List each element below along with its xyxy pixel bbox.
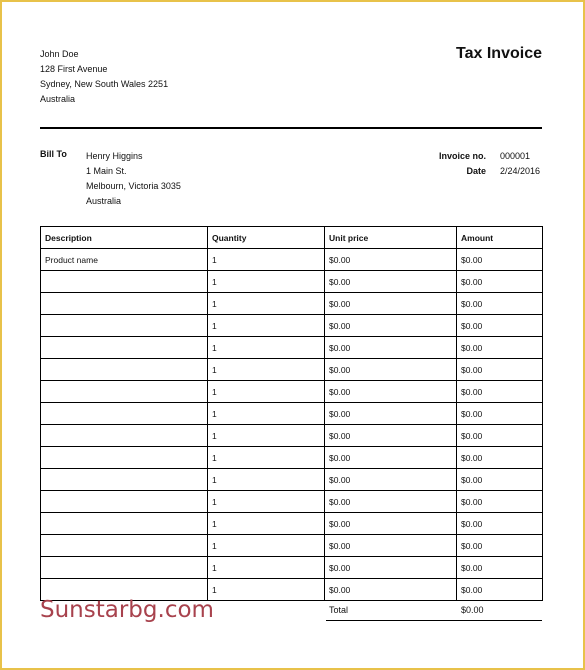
total-underline (326, 620, 542, 621)
quantity-cell: 1 (208, 337, 325, 359)
unit-price-cell: $0.00 (325, 271, 457, 293)
amount-cell: $0.00 (457, 535, 543, 557)
header-quantity: Quantity (208, 227, 325, 249)
total-label: Total (329, 605, 349, 615)
quantity-cell: 1 (208, 249, 325, 271)
table-row (41, 403, 543, 425)
table-row (41, 337, 543, 359)
description-cell (41, 271, 208, 293)
amount-cell: $0.00 (457, 381, 543, 403)
quantity-cell: 1 (208, 557, 325, 579)
amount-cell: $0.00 (457, 315, 543, 337)
description-cell (41, 469, 208, 491)
table-row (41, 447, 543, 469)
quantity-cell: 1 (208, 359, 325, 381)
unit-price-cell: $0.00 (325, 425, 457, 447)
sender-country: Australia (40, 94, 76, 104)
total-value: $0.00 (461, 605, 484, 615)
amount-cell: $0.00 (457, 359, 543, 381)
quantity-cell: 1 (208, 293, 325, 315)
quantity-cell: 1 (208, 535, 325, 557)
description-cell (41, 425, 208, 447)
document-title: Tax Invoice (456, 45, 542, 62)
description-cell (41, 293, 208, 315)
amount-cell: $0.00 (457, 447, 543, 469)
quantity-cell: 1 (208, 315, 325, 337)
unit-price-cell: $0.00 (325, 293, 457, 315)
description-cell (41, 513, 208, 535)
description-cell: Product name (41, 249, 208, 271)
invoice-meta-labels (420, 149, 486, 179)
amount-cell: $0.00 (457, 337, 543, 359)
bill-to-street: 1 Main St. (86, 166, 127, 176)
unit-price-cell: $0.00 (325, 403, 457, 425)
unit-price-cell: $0.00 (325, 337, 457, 359)
unit-price-cell: $0.00 (325, 381, 457, 403)
unit-price-cell: $0.00 (325, 491, 457, 513)
unit-price-cell: $0.00 (325, 249, 457, 271)
header-amount: Amount (457, 227, 543, 249)
header-unit-price: Unit price (325, 227, 457, 249)
quantity-cell: 1 (208, 513, 325, 535)
amount-cell: $0.00 (457, 579, 543, 601)
description-cell (41, 315, 208, 337)
invoice-meta-values (500, 149, 540, 179)
unit-price-cell: $0.00 (325, 513, 457, 535)
quantity-cell: 1 (208, 271, 325, 293)
description-cell (41, 359, 208, 381)
table-header-row (41, 227, 543, 249)
amount-cell: $0.00 (457, 249, 543, 271)
quantity-cell: 1 (208, 579, 325, 601)
table-row (41, 359, 543, 381)
bill-to-country: Australia (86, 196, 122, 206)
description-cell (41, 557, 208, 579)
table-row (41, 381, 543, 403)
unit-price-cell: $0.00 (325, 469, 457, 491)
quantity-cell: 1 (208, 469, 325, 491)
date-label: Date (466, 166, 486, 176)
table-row (41, 271, 543, 293)
amount-cell: $0.00 (457, 293, 543, 315)
sender-city: Sydney, New South Wales 2251 (40, 79, 169, 89)
sender-address (40, 47, 168, 107)
quantity-cell: 1 (208, 425, 325, 447)
quantity-cell: 1 (208, 447, 325, 469)
unit-price-cell: $0.00 (325, 447, 457, 469)
table-row (41, 315, 543, 337)
quantity-cell: 1 (208, 381, 325, 403)
line-items-table (40, 226, 543, 601)
quantity-cell: 1 (208, 403, 325, 425)
invoice-no-value: 000001 (500, 151, 531, 161)
amount-cell: $0.00 (457, 425, 543, 447)
quantity-cell: 1 (208, 491, 325, 513)
table-row (41, 491, 543, 513)
description-cell (41, 447, 208, 469)
invoice-no-label: Invoice no. (438, 151, 486, 161)
sender-street: 128 First Avenue (40, 64, 108, 74)
bill-to-label: Bill To (40, 149, 67, 159)
bill-to-city: Melbourn, Victoria 3035 (86, 181, 181, 191)
table-row (41, 513, 543, 535)
header-divider (40, 127, 542, 129)
header-description: Description (41, 227, 208, 249)
table-body (41, 249, 543, 601)
amount-cell: $0.00 (457, 469, 543, 491)
unit-price-cell: $0.00 (325, 535, 457, 557)
date-value: 2/24/2016 (500, 166, 541, 176)
table-row (41, 249, 543, 271)
unit-price-cell: $0.00 (325, 579, 457, 601)
sender-name: John Doe (40, 49, 79, 59)
unit-price-cell: $0.00 (325, 557, 457, 579)
bill-to-address (86, 149, 181, 209)
unit-price-cell: $0.00 (325, 359, 457, 381)
description-cell (41, 491, 208, 513)
table-row (41, 469, 543, 491)
description-cell (41, 403, 208, 425)
amount-cell: $0.00 (457, 271, 543, 293)
unit-price-cell: $0.00 (325, 315, 457, 337)
table-row (41, 557, 543, 579)
total-row (326, 600, 542, 621)
amount-cell: $0.00 (457, 513, 543, 535)
amount-cell: $0.00 (457, 403, 543, 425)
bill-to-name: Henry Higgins (86, 151, 143, 161)
description-cell (41, 535, 208, 557)
amount-cell: $0.00 (457, 491, 543, 513)
amount-cell: $0.00 (457, 557, 543, 579)
table-row (41, 535, 543, 557)
watermark-text: Sunstarbg.com (40, 597, 214, 623)
description-cell (41, 381, 208, 403)
description-cell (41, 337, 208, 359)
table-row (41, 293, 543, 315)
table-row (41, 425, 543, 447)
